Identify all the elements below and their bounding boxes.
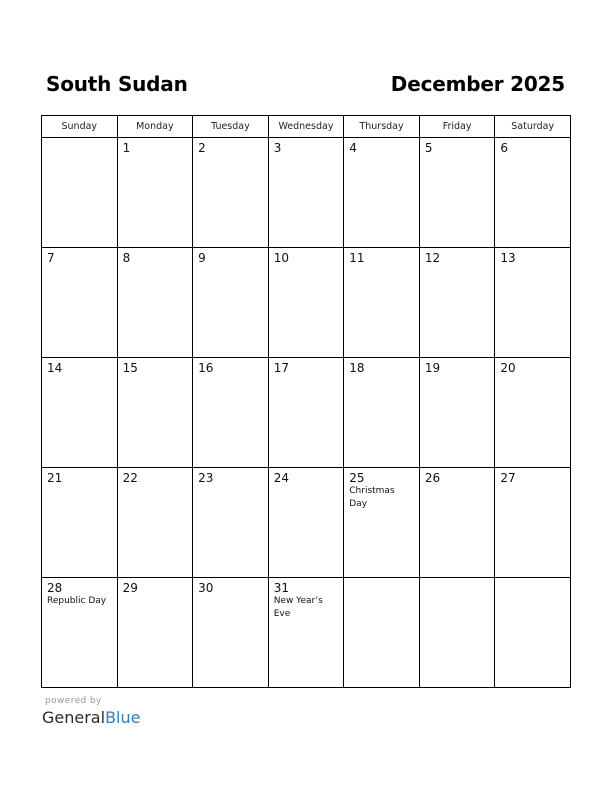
day-number: 17: [273, 361, 289, 375]
day-cell: [495, 358, 571, 468]
day-cell: [419, 248, 495, 358]
day-number: 13: [500, 251, 516, 265]
day-number: 24: [273, 471, 289, 485]
day-cell: [344, 578, 420, 688]
country-title: South Sudan: [46, 72, 188, 96]
brand-general-text: General: [42, 708, 106, 727]
day-cell: [193, 468, 269, 578]
day-number: 22: [122, 471, 138, 485]
weekday-friday: Friday: [419, 116, 495, 138]
day-number: 31: [273, 581, 289, 595]
day-number: [42, 138, 117, 141]
day-number: 2: [198, 141, 206, 155]
day-number: [420, 578, 495, 581]
weekday-tuesday: Tuesday: [193, 116, 269, 138]
day-cell: [117, 358, 193, 468]
day-cell: [495, 138, 571, 248]
day-number: 18: [349, 361, 365, 375]
day-number: 16: [198, 361, 214, 375]
weekday-sunday: Sunday: [42, 116, 118, 138]
weekday-wednesday: Wednesday: [268, 116, 344, 138]
weekday-saturday: Saturday: [495, 116, 571, 138]
day-cell: [344, 358, 420, 468]
month-year-title: December 2025: [390, 72, 565, 96]
day-number: 8: [122, 251, 131, 265]
day-cell: [117, 248, 193, 358]
day-number: 9: [198, 251, 206, 265]
day-cell: [419, 578, 495, 688]
weekday-thursday: Thursday: [344, 116, 420, 138]
holiday-label: New Year’s Eve: [273, 596, 323, 619]
day-cell: [344, 468, 420, 578]
day-number: 19: [424, 361, 441, 375]
day-cell: [344, 138, 420, 248]
brand-blue-text: Blue: [105, 708, 141, 727]
day-number: 3: [273, 141, 282, 155]
day-cell: [344, 248, 420, 358]
day-cell: [495, 468, 571, 578]
day-number: 28: [47, 581, 63, 595]
day-number: [495, 578, 570, 581]
holiday-label: Christmas Day: [349, 486, 395, 509]
day-cell: [268, 578, 344, 688]
day-number: 29: [122, 581, 138, 595]
day-cell: [42, 248, 118, 358]
day-cell: [42, 358, 118, 468]
day-number: 10: [273, 251, 289, 265]
day-number: 26: [424, 471, 441, 485]
week-row: [42, 468, 571, 578]
day-cell: [419, 358, 495, 468]
weekday-monday: Monday: [117, 116, 193, 138]
day-cell: [419, 138, 495, 248]
day-cell: [268, 138, 344, 248]
day-cell: [419, 468, 495, 578]
week-row: [42, 578, 571, 688]
day-number: 27: [500, 471, 516, 485]
day-number: 25: [349, 471, 365, 485]
week-row: [42, 248, 571, 358]
day-number: 14: [47, 361, 63, 375]
generalblue-logo[interactable]: [42, 708, 140, 728]
day-number: 21: [47, 471, 63, 485]
day-cell: [193, 248, 269, 358]
day-cell: [193, 138, 269, 248]
day-cell: [268, 468, 344, 578]
day-number: [344, 578, 419, 581]
weekday-header-row: [42, 116, 571, 138]
day-number: 4: [349, 141, 357, 155]
day-number: 11: [349, 251, 365, 265]
day-cell: [117, 468, 193, 578]
day-cell: [193, 578, 269, 688]
week-row: [42, 138, 571, 248]
day-cell: [117, 138, 193, 248]
day-cell: [42, 578, 118, 688]
day-number: 6: [500, 141, 509, 155]
footer-branding: [42, 696, 140, 728]
week-row: [42, 358, 571, 468]
day-cell: [193, 358, 269, 468]
day-cell: [495, 578, 571, 688]
holiday-label: Republic Day: [47, 596, 107, 606]
day-number: 12: [424, 251, 441, 265]
day-number: 20: [500, 361, 516, 375]
calendar-grid: [41, 115, 571, 688]
day-cell: [495, 248, 571, 358]
day-number: 7: [47, 251, 55, 265]
day-cell: [42, 138, 118, 248]
day-cell: [268, 248, 344, 358]
day-number: 30: [198, 581, 214, 595]
day-cell: [117, 578, 193, 688]
day-number: 23: [198, 471, 214, 485]
day-number: 1: [122, 141, 131, 155]
day-cell: [268, 358, 344, 468]
powered-by-text: powered by: [45, 696, 102, 706]
day-number: 15: [122, 361, 138, 375]
day-cell: [42, 468, 118, 578]
day-number: 5: [424, 141, 433, 155]
